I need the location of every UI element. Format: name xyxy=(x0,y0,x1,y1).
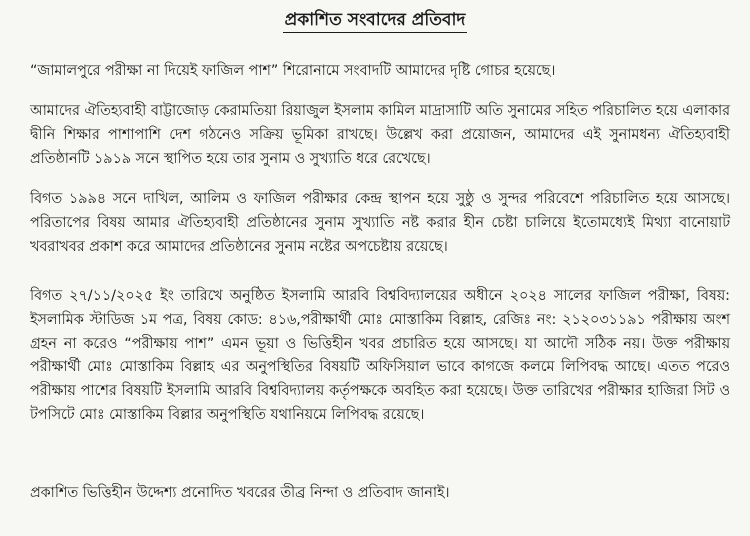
title-text: প্রকাশিত সংবাদের প্রতিবাদ xyxy=(283,8,468,33)
paragraph-institution-history: আমাদের ঐতিহ্যবাহী বাট্টাজোড় কেরামতিয়া রিয়াজুল ইসলাম কামিল মাদ্রাসাটি অতি সুনামের সহিত পরিচালিত হয়ে এলাকার দ্বীনি শিক্ষার পাশাপাশি দেশ গঠনেও সক্রিয় ভূমিকা রাখছে। উল্লেখ করা প্রয়োজন, আমাদের এই সুনামধন্য ঐতিহ্যবাহী প্রতিষ্ঠানটি ১৯১৯ সনে স্থাপিত হয়ে তার সুনাম ও সুখ্যাতি ধরে রেখেছে। xyxy=(30,103,730,167)
paragraph-condemnation: প্রকাশিত ভিত্তিহীন উদ্দেশ্য প্রনোদিত খবরের তীব্র নিন্দা ও প্রতিবাদ জানাই। xyxy=(30,485,450,501)
document-title xyxy=(0,6,750,34)
paragraph-headline-reference: “জামালপুরে পরীক্ষা না দিয়েই ফাজিল পাশ” শিরোনামে সংবাদটি আমাদের দৃষ্টি গোচর হয়েছে। xyxy=(30,63,556,79)
paragraph-exam-center: বিগত ১৯৯৪ সনে দাখিল, আলিম ও ফাজিল পরীক্ষার কেন্দ্র স্থাপন হয়ে সুষ্ঠু ও সুন্দর পরিবেশে পরিচালিত হয়ে আসছে। পরিতাপের বিষয় আমার ঐতিহ্যবাহী প্রতিষ্ঠানের সুনাম সুখ্যাতি নষ্ট করার হীন চেষ্টা চালিয়ে ইতোমধ্যেই মিথ্যা বানোয়াট খবরাখবর প্রকাশ করে আমাদের প্রতিষ্ঠানের সুনাম নষ্টের অপচেষ্টায় রয়েছে। xyxy=(30,191,730,255)
paragraph-exam-details: বিগত ২৭/১১/২০২৫ ইং তারিখে অনুষ্ঠিত ইসলামি আরবি বিশ্ববিদ্যালয়ের অধীনে ২০২৪ সালের ফাজিল পরীক্ষা, বিষয়: ইসলামিক স্টাডিজ ১ম পত্র, বিষয় কোড: ৪১৬,পরীক্ষার্থী মোঃ মোস্তাকিম বিল্লাহ, রেজিঃ নং: ২১২০৩১১৯১ পরীক্ষায় অংশ গ্রহন না করেও “পরীক্ষায় পাশ” এমন ভূয়া ও ভিত্তিহীন খবর প্রচারিত হয়ে আসছে। যা আদৌ সঠিক নয়। উক্ত পরীক্ষায় পরীক্ষার্থী মোঃ মোস্তাকিম বিল্লাহ এর অনুপস্থিতির বিষয়টি অফিসিয়াল ভাবে কাগজে কলমে লিপিবদ্ধ আছে। এতত পরেও পরীক্ষায় পাশের বিষয়টি ইসলামি আরবি বিশ্ববিদ্যালয় কর্তৃপক্ষকে অবহিত করা হয়েছে। উক্ত তারিখের পরীক্ষার হাজিরা সিট ও টপসিটে মোঃ মোস্তাকিম বিল্লার অনুপস্থিতি যথানিয়মে লিপিবদ্ধ রয়েছে। xyxy=(30,288,730,423)
